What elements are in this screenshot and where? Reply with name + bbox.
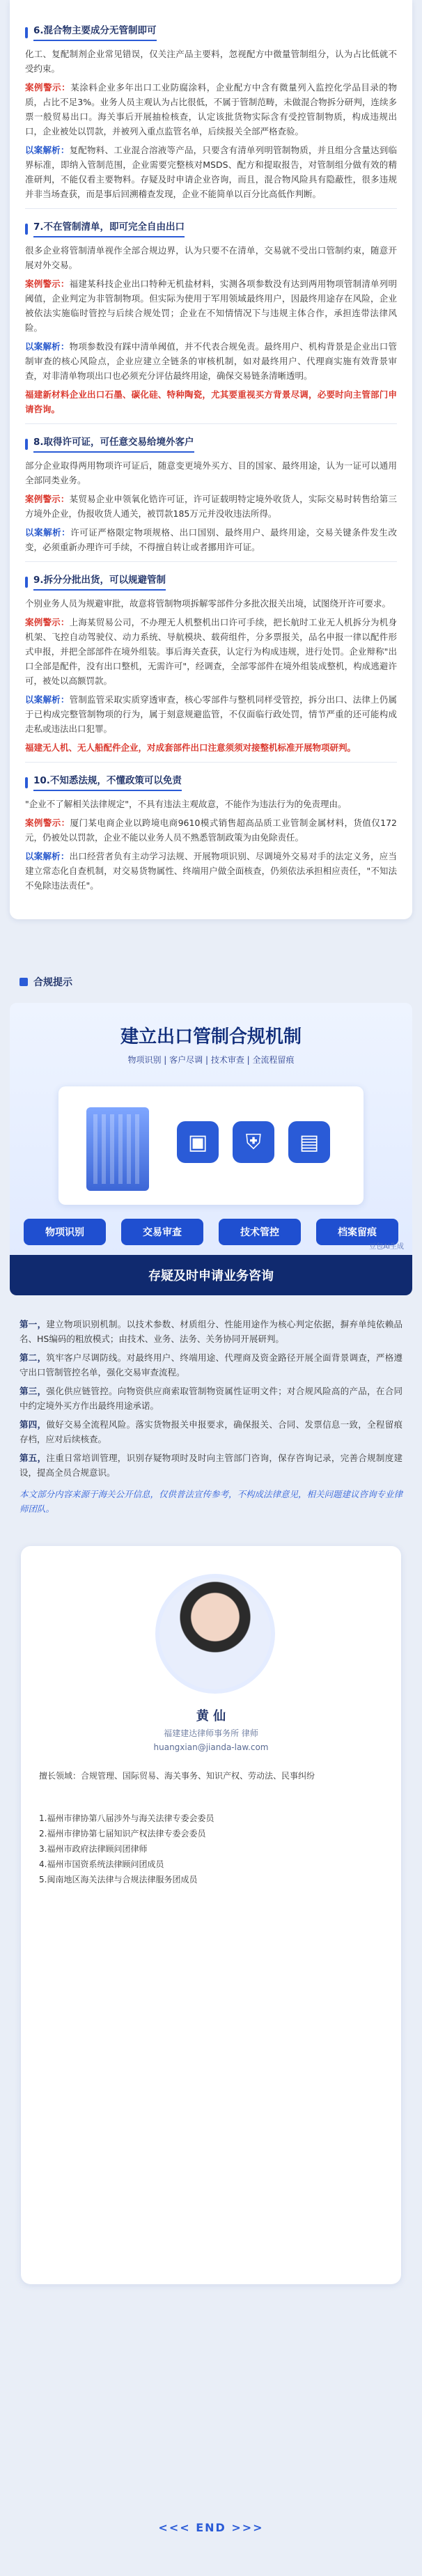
banner-title: 建立出口管制合规机制 <box>120 1027 302 1047</box>
divider <box>25 208 397 209</box>
section-marker-icon <box>25 224 28 235</box>
section-paragraph: 以案解析：复配物料、工业混合溶液等产品，只要含有清单列明管制物质，并且组分含量达到临界标准，即纳入管制范围，企业需要完整核对MSDS、配方和提取报告，对管制组分做有效的精准研判，不能仅看主要物料。存疑及时申请企业咨询，而且，混合物风险具有隐蔽性，很多违规并非当场查获，而是事后回溯稽查发现，企业不能简单以百分比高低作判断。 <box>25 145 397 199</box>
section-paragraph: 部分企业取得两用物项许可证后，随意变更境外买方、目的国家、最终用途，认为一证可以通用全部同类业务。 <box>25 460 397 485</box>
shield-icon: ⛨ <box>233 1121 274 1163</box>
article-card <box>10 0 412 919</box>
role-item: 3.福州市政府法律顾问团律师 <box>39 1844 148 1854</box>
section-paragraph: 案例警示：厦门某电商企业以跨境电商9610模式销售超高品质工业管制金属材料，货值仅172元，仍被处以罚款，企业不能以业务人员不熟悉管制政策为由免除责任。 <box>25 818 397 843</box>
section-paragraph: 案例警示：某涂料企业多年出口工业防腐涂料，企业配方中含有微量列入监控化学品目录的物质，占比不足3%。业务人员主观认为占比很低，不属于管制范畴，未做混合物拆分研判，连续多票一般贸易出口。海关事后开展抽检核查，认定该批货物实际含有受控管制物质，构成违规出口，企业被处以罚款，并被列入重点监管名单，后续报关全部严格查验。 <box>25 82 397 136</box>
tag-item-review: 交易审查 <box>121 1219 203 1245</box>
warning-paragraph: 福建新材料企业出口石墨、碳化硅、特种陶瓷，尤其要重视买方背景尽调，必要时向主管部门申请咨询。 <box>25 389 397 414</box>
section-marker-icon <box>25 439 28 450</box>
role-item: 5.闽南地区海关法律与合规法律服务团成员 <box>39 1875 198 1884</box>
section-title-text: 7.不在管制清单，即可完全自由出口 <box>33 220 185 237</box>
list-item: 第四，做好交易全流程风险。落实货物报关申报要求，确保报关、合同、发票信息一致，全程留痕存档，应对后续核查。 <box>19 1419 403 1444</box>
section-paragraph: 案例警示：某贸易企业申领氧化锆许可证，许可证载明特定境外收货人，实际交易时转售给第三方境外企业，伪报收货人通关，被罚款185万元并没收违法所得。 <box>25 494 397 519</box>
section-paragraph: 以案解析：管制监管采取实质穿透审查，核心零部件与整机同样受管控，拆分出口、法律上仍属于已构成完整管制物项的行为，属于刻意规避监管，不仅面临行政处罚，情节严重的还可能构成走私或违法出口犯罪。 <box>25 694 397 734</box>
banner-illustration <box>58 1086 364 1205</box>
compliance-steps <box>19 1313 403 1516</box>
section-paragraph: 以案解析：物项参数没有踩中清单阈值，并不代表合规免责。最终用户、机构背景是企业出口管制审查的核心风险点，企业应建立全链条的审核机制，如对最终用户、代理商实施有效背景审查，对非清单物项出口也必须充分评估最终用途，确保交易链条清晰透明。 <box>25 341 397 381</box>
section-title-text: 6.混合物主要成分无管制即可 <box>33 24 157 41</box>
compliance-banner <box>10 1003 412 1295</box>
author-card <box>21 1546 401 2284</box>
section-title-text: 9.拆分分批出货，可以规避管制 <box>33 573 166 591</box>
tag-item-archive: 档案留痕 <box>316 1219 398 1245</box>
building-icon <box>86 1107 149 1191</box>
section-title-text: 10.不知悉法规，不懂政策可以免责 <box>33 774 182 791</box>
divider <box>25 762 397 763</box>
heading-square-icon <box>19 978 28 986</box>
section-title-9 <box>25 573 397 591</box>
banner-watermark: 豆包AI生成 <box>369 1243 404 1251</box>
disclaimer-note: 本文部分内容来源于海关公开信息，仅供普法宣传参考，不构成法律意见，相关问题建议咨询专业律师团队。 <box>19 1489 403 1514</box>
document-icon: ▤ <box>288 1121 330 1163</box>
warning-paragraph: 福建无人机、无人船配件企业，对成套部件出口注意须须对接整机标准开展物项研判。 <box>25 742 357 753</box>
author-title: 福建建达律师事务所 律师 <box>164 1728 258 1738</box>
list-item: 第一，建立物项识别机制。以技术参数、材质组分、性能用途作为核心判定依据，摒弃单纯依赖品名、HS编码的粗放模式；由技术、业务、法务、关务协同开展研判。 <box>19 1319 403 1344</box>
author-areas: 擅长领域：合规管理、国际贸易、海关事务、知识产权、劳动法、民事纠纷 <box>39 1771 315 1781</box>
role-item: 4.福州市国资系统法律顾问团成员 <box>39 1859 164 1869</box>
section-title-text: 8.取得许可证，可任意交易给境外客户 <box>33 435 194 453</box>
section-title-8 <box>25 435 397 453</box>
divider <box>25 423 397 424</box>
section-paragraph: 个别业务人员为规避审批，故意将管制物项拆解零部件分多批次报关出境，试图绕开许可要求。 <box>25 598 391 609</box>
section-paragraph: 案例警示：上海某贸易公司，不办理无人机整机出口许可手续，把长航时工业无人机拆分为机身机架、飞控自动驾驶仪、动力系统、导航模块、载荷组件，分多票报关，品名申报一律以配件形式申报，并把全部部件在境外组装。事后海关查获，认定行为构成违规，进行处罚。企业辩称"出口全部是配件，没有出口整机，无需许可"，经调查，全部零部件在境外组装成整机，构成逃避许可，被处以高额罚款。 <box>25 617 397 686</box>
section-paragraph: "企业不了解相关法律规定"，不具有违法主观故意，不能作为违法行为的免责理由。 <box>25 799 347 809</box>
tag-item-tech: 技术管控 <box>219 1219 301 1245</box>
section-paragraph: 很多企业将管制清单视作全部合规边界，认为只要不在清单，交易就不受出口管制约束，随意开展对外交易。 <box>25 245 397 270</box>
section-paragraph: 以案解析：许可证严格限定物项规格、出口国别、最终用户、最终用途，交易关键条件发生改变，必须重新办理许可手续，不得擅自转让或者挪用许可证。 <box>25 527 397 552</box>
section-title-7 <box>25 220 397 237</box>
section-paragraph: 化工、复配制剂企业常见错误，仅关注产品主要料，忽视配方中微量管制组分，认为占比低就不受约束。 <box>25 49 397 74</box>
divider <box>25 561 397 562</box>
section-paragraph: 案例警示：福建某科技企业出口特种无机盐材料，实测各项参数没有达到两用物项管制清单列明阈值，企业判定为非管制物项。但实际为使用于军用领域最终用户，因最终用途存在风险，企业被依法实施临时管控与后续合规处罚；企业在不知情情况下与违规主体合作，承担连带法律风险。 <box>25 279 397 333</box>
section-marker-icon <box>25 777 28 788</box>
author-name: 黄 仙 <box>196 1709 226 1724</box>
section-title-10 <box>25 774 397 791</box>
avatar <box>155 1574 275 1694</box>
author-roles <box>39 1811 383 1887</box>
banner-caption: 存疑及时申请业务咨询 <box>10 1255 412 1295</box>
list-item: 第三，强化供应链管控。向物资供应商索取管制物资属性证明文件；对合规风险高的产品，在合同中约定境外买方作出最终用途承诺。 <box>19 1386 403 1411</box>
end-marker: <<< END >>> <box>158 2521 264 2534</box>
section-paragraph: 以案解析：出口经营者负有主动学习法规、开展物项识别、尽调境外交易对手的法定义务，应当建立常态化自查机制，对交易货物属性、终端用户做全面核查，仍须依法承担相应责任，"不知法不免除违法责任"。 <box>25 851 397 891</box>
tag-item-identify: 物项识别 <box>24 1219 106 1245</box>
list-item: 第五，注重日常培训管理，识别存疑物项时及时向主管部门咨询，保存咨询记录，完善合规制度建设，提高全员合规意识。 <box>19 1453 403 1478</box>
role-item: 1.福州市律协第八届涉外与海关法律专委会委员 <box>39 1813 214 1823</box>
banner-subtitle: 物项识别 | 客户尽调 | 技术审查 | 全流程留痕 <box>127 1055 295 1065</box>
compliance-heading-text: 合规提示 <box>33 977 72 988</box>
box-icon: ▣ <box>177 1121 219 1163</box>
section-marker-icon <box>25 27 28 38</box>
list-item: 第二，筑牢客户尽调防线。对最终用户、终端用途、代理商及资金路径开展全面背景调查，严格遵守出口管制管控名单，强化交易审查流程。 <box>19 1352 403 1377</box>
role-item: 2.福州市律协第七届知识产权法律专委会委员 <box>39 1829 206 1839</box>
section-marker-icon <box>25 577 28 588</box>
author-email[interactable]: huangxian@jianda-law.com <box>153 1742 269 1752</box>
section-title-6 <box>25 24 397 41</box>
compliance-heading <box>19 975 72 989</box>
banner-tags <box>24 1219 398 1245</box>
